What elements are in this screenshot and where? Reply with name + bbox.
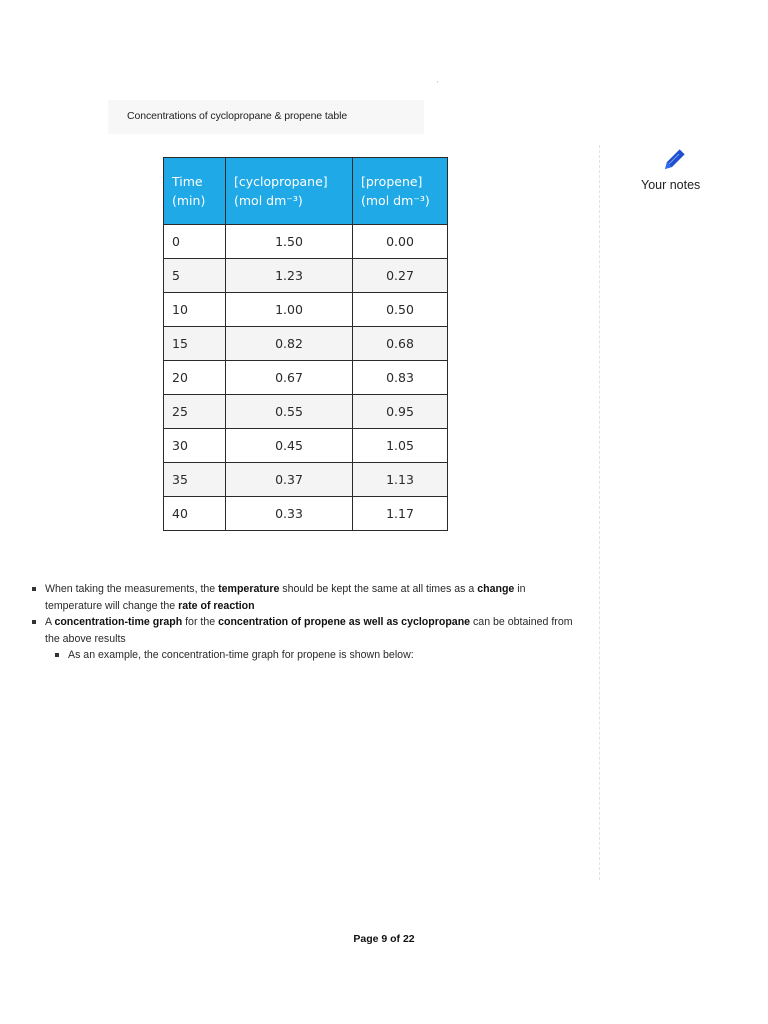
text-run: for the xyxy=(182,616,219,628)
cell-cyclopropane: 0.55 xyxy=(226,395,353,429)
cell-cyclopropane: 0.33 xyxy=(226,497,353,531)
cell-propene: 1.17 xyxy=(353,497,448,531)
cell-time: 10 xyxy=(164,293,226,327)
cell-propene: 0.50 xyxy=(353,293,448,327)
table-row xyxy=(164,497,448,531)
cell-propene: 0.00 xyxy=(353,225,448,259)
sub-bullet-list xyxy=(45,647,585,664)
cell-time: 5 xyxy=(164,259,226,293)
bullet-square-icon xyxy=(32,587,36,591)
table-row xyxy=(164,225,448,259)
bullet-square-icon xyxy=(32,620,36,624)
cell-time: 20 xyxy=(164,361,226,395)
page-number: Page 9 of 22 xyxy=(353,933,415,945)
cell-propene: 0.27 xyxy=(353,259,448,293)
concentration-table xyxy=(163,157,448,531)
list-item xyxy=(30,614,585,664)
text-run: in temperature will change the xyxy=(45,583,526,612)
cell-propene: 0.83 xyxy=(353,361,448,395)
text-run: As an example, the concentration-time graph for propene is shown below: xyxy=(68,649,414,661)
stray-mark: ˏ xyxy=(436,74,439,83)
header-propene xyxy=(353,158,448,225)
table-caption: Concentrations of cyclopropane & propene table xyxy=(127,110,348,122)
cell-cyclopropane: 0.45 xyxy=(226,429,353,463)
cell-time: 40 xyxy=(164,497,226,531)
text-run: When taking the measurements, the xyxy=(45,583,219,595)
bold-run: concentration of propene as well as cyclopropane xyxy=(218,616,471,628)
cell-cyclopropane: 1.23 xyxy=(226,259,353,293)
list-item xyxy=(53,647,585,664)
bold-run: temperature xyxy=(218,583,280,595)
header-time-line1: Time xyxy=(172,174,203,189)
header-cyclopropane-line2: (mol dm⁻³) xyxy=(234,193,303,208)
your-notes-label[interactable]: Your notes xyxy=(641,178,701,192)
cell-cyclopropane: 1.00 xyxy=(226,293,353,327)
header-time-line2: (min) xyxy=(172,193,206,208)
table-row xyxy=(164,293,448,327)
cell-time: 30 xyxy=(164,429,226,463)
table-row xyxy=(164,395,448,429)
cell-time: 35 xyxy=(164,463,226,497)
cell-propene: 1.13 xyxy=(353,463,448,497)
cell-cyclopropane: 1.50 xyxy=(226,225,353,259)
header-time xyxy=(164,158,226,225)
table-row xyxy=(164,259,448,293)
text-run: A xyxy=(45,616,55,628)
cell-cyclopropane: 0.67 xyxy=(226,361,353,395)
table-row xyxy=(164,327,448,361)
cell-cyclopropane: 0.82 xyxy=(226,327,353,361)
cell-propene: 1.05 xyxy=(353,429,448,463)
pencil-icon[interactable] xyxy=(660,146,688,174)
bullet-square-icon xyxy=(55,653,59,657)
cell-time: 15 xyxy=(164,327,226,361)
table-row xyxy=(164,429,448,463)
cell-time: 25 xyxy=(164,395,226,429)
bold-run: rate of reaction xyxy=(178,599,255,612)
cell-time: 0 xyxy=(164,225,226,259)
text-run: should be kept the same at all times as a xyxy=(279,583,478,595)
header-propene-line2: (mol dm⁻³) xyxy=(361,193,430,208)
text-run: can be obtained from the above results xyxy=(45,616,573,645)
bold-run: concentration-time graph xyxy=(54,616,183,628)
bold-run: change xyxy=(477,583,515,595)
notes-divider xyxy=(599,145,600,880)
header-cyclopropane-line1: [cyclopropane] xyxy=(234,174,328,189)
cell-propene: 0.95 xyxy=(353,395,448,429)
header-propene-line1: [propene] xyxy=(361,174,423,189)
table-header-row xyxy=(164,158,448,225)
list-item xyxy=(30,581,585,614)
table-row xyxy=(164,463,448,497)
cell-cyclopropane: 0.37 xyxy=(226,463,353,497)
bullet-list xyxy=(30,581,585,664)
cell-propene: 0.68 xyxy=(353,327,448,361)
table-row xyxy=(164,361,448,395)
header-cyclopropane xyxy=(226,158,353,225)
